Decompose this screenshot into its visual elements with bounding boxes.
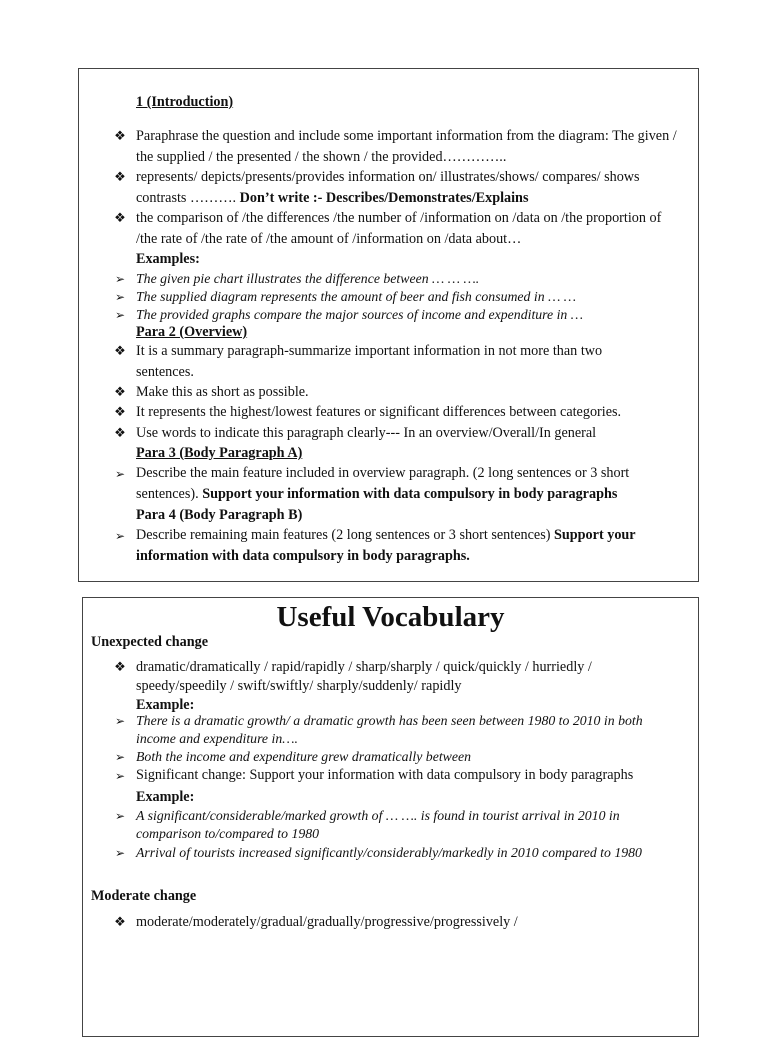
diamond-bullet-icon: ❖: [114, 404, 126, 419]
arrow-bullet-icon: ➢: [114, 467, 126, 481]
intro-heading: 1 (Introduction): [136, 94, 234, 110]
body-b-heading: Para 4 (Body Paragraph B): [136, 507, 303, 523]
intro-example-2: The supplied diagram represents the amount of beer and fish consumed in … …: [136, 289, 577, 304]
moderate-bullet: moderate/moderately/gradual/gradually/progressive/progressively /: [136, 914, 518, 930]
arrow-bullet-icon: ➢: [114, 846, 126, 860]
diamond-bullet-icon: ❖: [114, 210, 126, 225]
arrow-bullet-icon: ➢: [114, 769, 126, 783]
arrow-bullet-icon: ➢: [114, 272, 126, 286]
unexpected-change-heading: Unexpected change: [91, 634, 209, 650]
arrow-bullet-icon: ➢: [114, 809, 126, 823]
moderate-change-heading: Moderate change: [91, 888, 197, 904]
intro-example-3: The provided graphs compare the major sources of income and expenditure in …: [136, 307, 584, 322]
diamond-bullet-icon: ❖: [114, 914, 126, 929]
arrow-bullet-icon: ➢: [114, 529, 126, 543]
arrow-bullet-icon: ➢: [114, 714, 126, 728]
intro-bullet-1: Paraphrase the question and include some important information from the diagram: The given / the supplied / the presented / the shown / the provided…………..: [136, 128, 677, 165]
overview-bullet-3: It represents the highest/lowest features or significant differences between categories.: [136, 404, 622, 420]
vocabulary-title: Useful Vocabulary: [276, 601, 505, 633]
example-label-2: Example:: [136, 789, 195, 805]
arrow-bullet-icon: ➢: [114, 290, 126, 304]
overview-bullet-2: Make this as short as possible.: [136, 384, 309, 400]
body-b-text: Describe remaining main features (2 long sentences or 3 short sentences) Support your information with data compulsory in body paragraphs.: [136, 527, 636, 564]
example-label: Example:: [136, 697, 195, 713]
unexpected-example-1: There is a dramatic growth/ a dramatic growth has been seen between 1980 to 2010 in both income and expenditure in….: [136, 713, 643, 746]
overview-bullet-4: Use words to indicate this paragraph clearly--- In an overview/Overall/In general: [136, 425, 597, 441]
arrow-bullet-icon: ➢: [114, 308, 126, 322]
diamond-bullet-icon: ❖: [114, 425, 126, 440]
intro-example-1: The given pie chart illustrates the difference between … … ….: [136, 271, 480, 286]
overview-heading: Para 2 (Overview): [136, 324, 248, 340]
diamond-bullet-icon: ❖: [114, 384, 126, 399]
overview-bullet-1: It is a summary paragraph-summarize important information in not more than two sentences.: [136, 343, 603, 380]
diamond-bullet-icon: ❖: [114, 343, 126, 358]
significant-change-text: Significant change: Support your information with data compulsory in body paragraphs: [136, 767, 634, 783]
unexpected-bullet: dramatic/dramatically / rapid/rapidly / sharp/sharply / quick/quickly / hurriedly / speedy/speedily / swift/swiftly/ sharply/suddenly/ rapidly: [136, 659, 592, 694]
body-a-heading: Para 3 (Body Paragraph A): [136, 445, 303, 461]
significant-example-2: Arrival of tourists increased significantly/considerably/markedly in 2010 compared to 1980: [136, 845, 642, 860]
intro-bullet-2: represents/ depicts/presents/provides information on/ illustrates/shows/ compares/ shows contrasts ………. Don’t write :- Describes/Demonstrates/Explains: [136, 169, 640, 206]
arrow-bullet-icon: ➢: [114, 750, 126, 764]
unexpected-example-2: Both the income and expenditure grew dramatically between: [136, 749, 471, 764]
significant-example-1: A significant/considerable/marked growth of … …. is found in tourist arrival in 2010 in comparison to/compared to 1980: [136, 808, 620, 841]
diamond-bullet-icon: ❖: [114, 128, 126, 143]
diamond-bullet-icon: ❖: [114, 659, 126, 674]
examples-label: Examples:: [136, 251, 200, 267]
body-a-text: Describe the main feature included in overview paragraph. (2 long sentences or 3 short sentences). Support your information with data compulsory in body paragraphs: [136, 465, 630, 502]
diamond-bullet-icon: ❖: [114, 169, 126, 184]
intro-bullet-3: the comparison of /the differences /the number of /information on /data on /the proportion of /the rate of /the rate of /the amount of /information on /data about…: [136, 210, 662, 247]
